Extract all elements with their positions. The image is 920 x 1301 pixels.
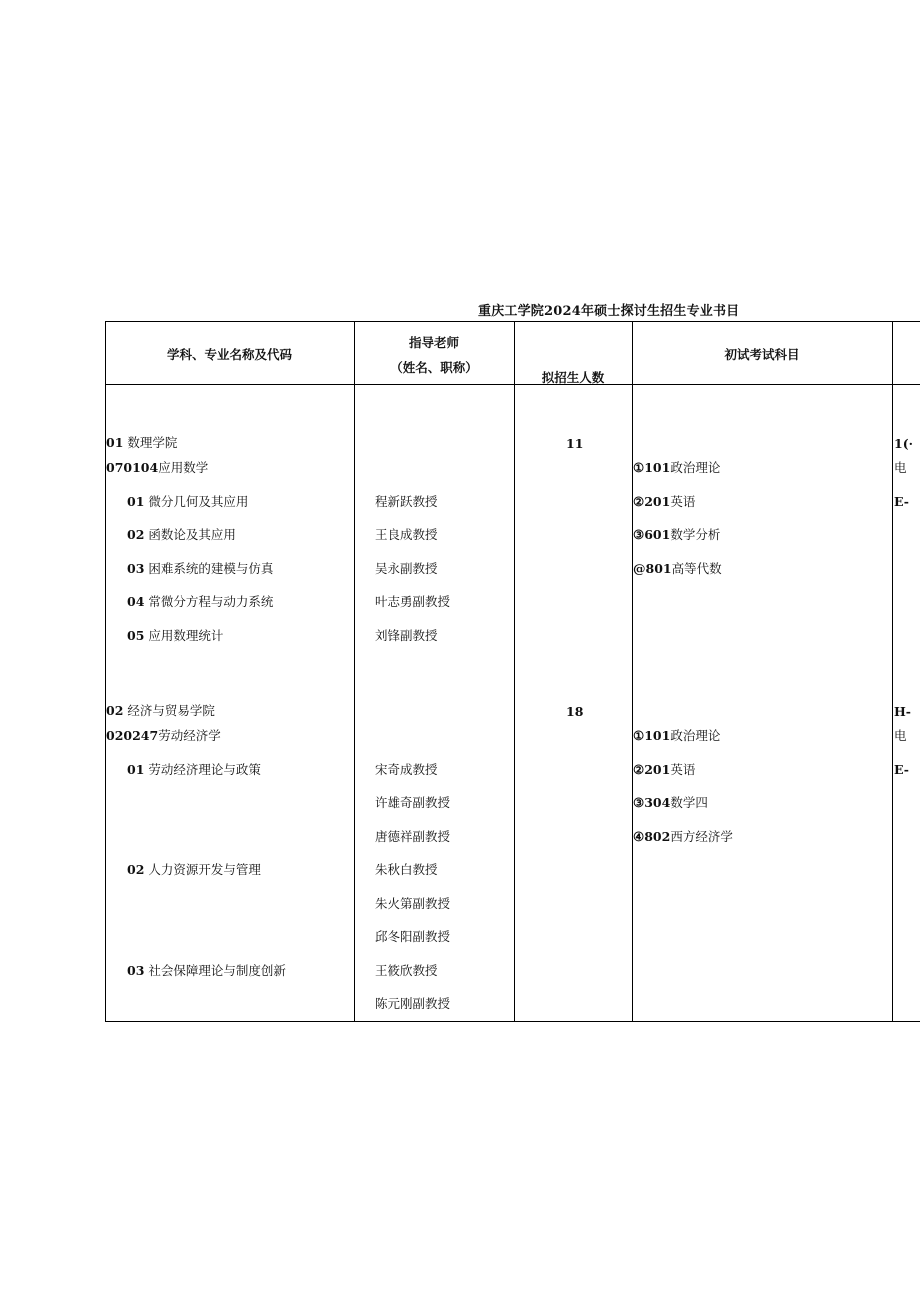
col-line-3 (632, 321, 633, 1022)
header-exam: 初试考试科目 (724, 347, 800, 362)
teacher-name: 朱火第副教授 (375, 896, 451, 911)
right-edge-text: 电 (894, 728, 907, 743)
teacher-name: 程新跃教授 (375, 494, 438, 509)
table-bottom-border (105, 1021, 920, 1022)
enrollment-count: 18 (566, 704, 584, 719)
teacher-name: 陈元刚副教授 (375, 996, 451, 1011)
header-teacher: 指导老师 (408, 335, 459, 350)
direction-row: 02 人力资源开发与管理 (127, 862, 261, 877)
col-line-1 (354, 321, 355, 1022)
enrollment-count: 11 (566, 436, 584, 451)
right-edge-text: H- (894, 704, 911, 719)
major-row: 070104应用数学 (106, 460, 209, 475)
direction-row: 04 常微分方程与动力系统 (127, 594, 274, 609)
teacher-name: 朱秋白教授 (375, 862, 438, 877)
header-bottom-border (105, 384, 920, 385)
exam-subject: ④802西方经济学 (633, 829, 733, 844)
right-edge-text: 1(· (894, 436, 913, 451)
major-row: 020247劳动经济学 (106, 728, 221, 743)
header-teacher-sub: （姓名、职称） (390, 360, 478, 375)
header-major: 学科、专业名称及代码 (166, 347, 292, 362)
college-row: 01 数理学院 (106, 435, 178, 450)
right-edge-text: 电 (894, 460, 907, 475)
direction-row: 02 函数论及其应用 (127, 527, 236, 542)
exam-subject: ②201英语 (633, 494, 696, 509)
exam-subject: @801高等代数 (633, 561, 722, 576)
page-title: 重庆工学院2024年硕士探讨生招生专业书目 (478, 304, 740, 319)
direction-row: 03 困难系统的建模与仿真 (127, 561, 274, 576)
direction-row: 03 社会保障理论与制度创新 (127, 963, 286, 978)
col-line-0 (105, 321, 106, 1022)
direction-row: 01 劳动经济理论与政策 (127, 762, 261, 777)
teacher-name: 王筱欣教授 (375, 963, 438, 978)
teacher-name: 宋奇成教授 (375, 762, 438, 777)
direction-row: 05 应用数理统计 (127, 628, 224, 643)
teacher-name: 叶志勇副教授 (375, 594, 451, 609)
header-count: 拟招生人数 (541, 370, 605, 385)
exam-subject: ②201英语 (633, 762, 696, 777)
teacher-name: 吴永副教授 (375, 561, 438, 576)
exam-subject: ③304数学四 (633, 795, 708, 810)
col-line-2 (514, 321, 515, 1022)
right-edge-text: E- (894, 494, 909, 509)
table-top-border (105, 321, 920, 322)
teacher-name: 王良成教授 (375, 527, 438, 542)
teacher-name: 邱冬阳副教授 (375, 929, 451, 944)
exam-subject: ③601数学分析 (633, 527, 721, 542)
col-line-4 (892, 321, 893, 1022)
exam-subject: ①101政治理论 (633, 728, 721, 743)
teacher-name: 刘锋副教授 (375, 628, 438, 643)
teacher-name: 唐德祥副教授 (375, 829, 451, 844)
college-row: 02 经济与贸易学院 (106, 703, 215, 718)
teacher-name: 许雄奇副教授 (375, 795, 451, 810)
direction-row: 01 微分几何及其应用 (127, 494, 249, 509)
right-edge-text: E- (894, 762, 909, 777)
exam-subject: ①101政治理论 (633, 460, 721, 475)
